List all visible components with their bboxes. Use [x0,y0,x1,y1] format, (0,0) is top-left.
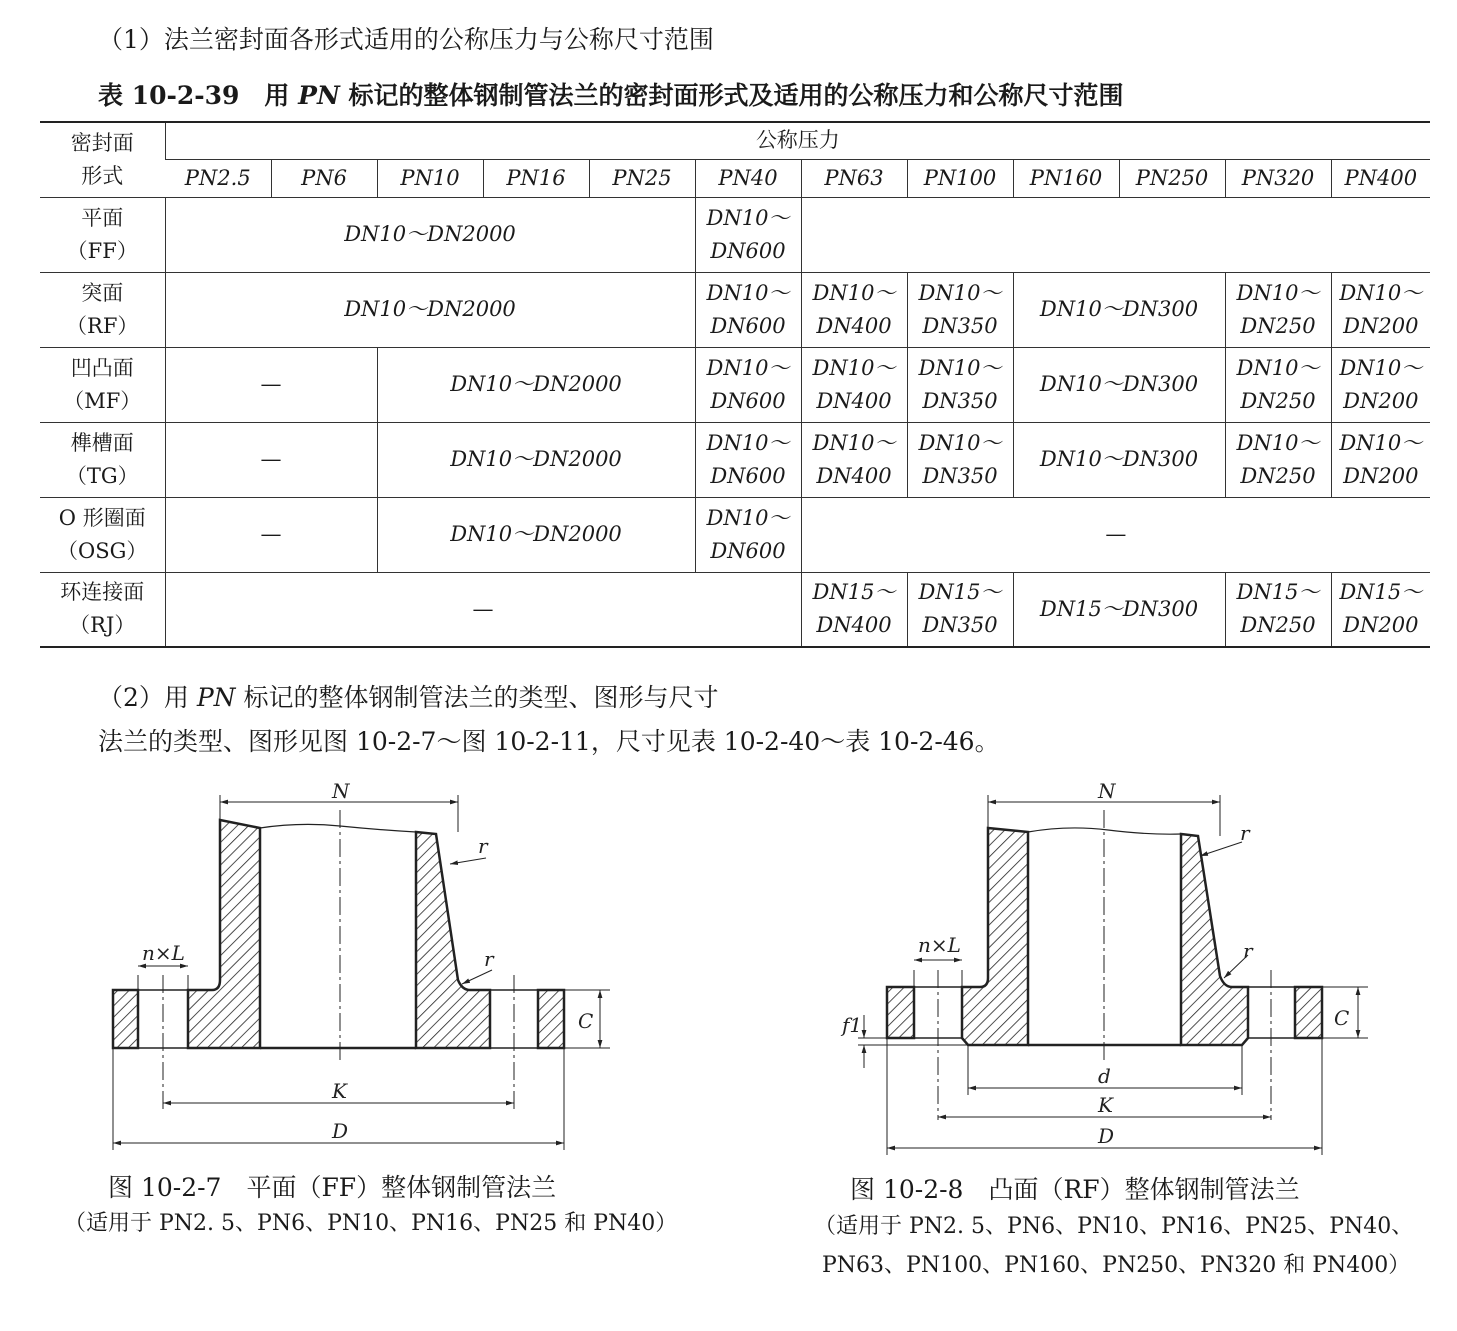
label-r-fillet: r [484,947,494,971]
table-cell: DN10～ DN600 [695,422,801,497]
table-cell: DN10～ DN350 [907,272,1013,347]
table-cell: DN10～DN2000 [165,197,695,272]
pressure-header: PN320 [1225,159,1331,197]
table-cell: DN10～ DN600 [695,497,801,572]
table-row [40,572,1430,647]
pressure-header: PN400 [1331,159,1430,197]
table-cell: DN10～ DN400 [801,272,907,347]
group-header: 公称压力 [165,122,1430,159]
table-row [40,272,1430,347]
table-cell: DN10～ DN350 [907,347,1013,422]
table-title [98,76,1124,112]
table-cell: DN10～ DN250 [1225,422,1331,497]
figure-2-subcaption-line1: （适用于 PN2. 5、PN6、PN10、PN16、PN25、PN40、 [814,1214,1414,1239]
figure-labels-rf [840,779,1349,1148]
corner-line1: 密封面 [70,130,134,155]
label-r-top: r [478,834,488,858]
section-3-text: 法兰的类型、图形见图 10-2-7～图 10-2-11，尺寸见表 10-2-40～表 10-2-46。 [98,727,1000,756]
pressure-header: PN2.5 [165,159,271,197]
table-row [40,422,1430,497]
table-cell: DN10～ DN600 [695,347,801,422]
table-cell: DN10～ DN200 [1331,347,1430,422]
pressure-header: PN100 [907,159,1013,197]
table-cell: DN10～DN2000 [165,272,695,347]
dimension-lines [113,795,610,1150]
figure-labels [142,779,593,1143]
figure-rf-flange [838,770,1388,1160]
table-cell: DN15～ DN400 [801,572,907,647]
pressure-header: PN40 [695,159,801,197]
pressure-header: PN63 [801,159,907,197]
label-nxl: n×L [918,933,961,957]
table-title-prefix: 表 10-2-39 用 [98,81,299,110]
table-cell: DN15～ DN250 [1225,572,1331,647]
label-nxl: n×L [142,941,185,965]
table-cell: DN10～ DN200 [1331,422,1430,497]
table-cell-empty [801,197,1430,272]
table-cell: DN10～ DN600 [695,272,801,347]
corner-header [40,122,165,197]
table-cell: DN10～ DN600 [695,197,801,272]
pressure-header: PN16 [483,159,589,197]
table-cell: DN10～DN300 [1013,422,1225,497]
dimension-lines-rf [858,795,1368,1155]
figure-1-subcaption: （适用于 PN2. 5、PN6、PN10、PN16、PN25 和 PN40） [64,1211,678,1236]
pressure-header: PN250 [1119,159,1225,197]
table-cell: DN15～DN300 [1013,572,1225,647]
row-label: O 形圈面 （OSG） [40,497,165,572]
section-2-heading: （2）用 PN 标记的整体钢制管法兰的类型、图形与尺寸 [98,683,719,712]
label-k: K [1098,1093,1113,1117]
row-label: 平面 （FF） [40,197,165,272]
center-lines [163,810,514,1110]
figure-2-subcaption-line2: PN63、PN100、PN160、PN250、PN320 和 PN400） [822,1253,1411,1278]
label-n: N [1098,779,1116,803]
table-title-pn: PN [298,81,340,110]
table-cell: DN10～ DN350 [907,422,1013,497]
table-cell: DN10～ DN400 [801,347,907,422]
label-n: N [332,779,350,803]
pressure-header: PN10 [377,159,483,197]
table-row [40,497,1430,572]
figure-1-caption: 图 10-2-7 平面（FF）整体钢制管法兰 [108,1173,557,1202]
row-label: 环连接面 （RJ） [40,572,165,647]
table-cell: DN15～ DN350 [907,572,1013,647]
table-row [40,347,1430,422]
row-label: 突面 （RF） [40,272,165,347]
label-c: C [1334,1006,1350,1030]
table-cell: DN10～DN2000 [377,497,695,572]
label-k: K [332,1079,347,1103]
figure-ff-flange [100,770,640,1160]
row-label: 凹凸面 （MF） [40,347,165,422]
table-cell: DN15～ DN200 [1331,572,1430,647]
table-cell: DN10～ DN250 [1225,347,1331,422]
table-cell: — [165,347,377,422]
section-1-heading: （1）法兰密封面各形式适用的公称压力与公称尺寸范围 [98,25,714,54]
label-r-top: r [1240,821,1250,845]
flange-body [113,820,564,1048]
label-d: D [1098,1124,1115,1148]
label-c: C [578,1009,594,1033]
table-cell: — [165,497,377,572]
table-title-suffix: 标记的整体钢制管法兰的密封面形式及适用的公称压力和公称尺寸范围 [339,81,1124,110]
table-cell: DN10～DN300 [1013,272,1225,347]
corner-line2: 形式 [81,163,124,188]
table-cell: DN10～DN2000 [377,347,695,422]
pressure-header: PN160 [1013,159,1119,197]
table-row [40,197,1430,272]
table-cell: DN10～ DN200 [1331,272,1430,347]
label-d: D [332,1119,349,1143]
label-f1: f1 [842,1013,863,1037]
sealing-face-table [40,121,1430,648]
table-cell: — [165,572,801,647]
table-cell: — [165,422,377,497]
pressure-header: PN25 [589,159,695,197]
row-label: 榫槽面 （TG） [40,422,165,497]
table-cell: DN10～ DN400 [801,422,907,497]
label-r-fillet: r [1243,939,1253,963]
pressure-header: PN6 [271,159,377,197]
table-cell: DN10～ DN250 [1225,272,1331,347]
figure-2-caption: 图 10-2-8 凸面（RF）整体钢制管法兰 [850,1175,1300,1204]
label-d-small: d [1098,1064,1111,1088]
table-cell: — [801,497,1430,572]
table-cell: DN10～DN300 [1013,347,1225,422]
table-cell: DN10～DN2000 [377,422,695,497]
